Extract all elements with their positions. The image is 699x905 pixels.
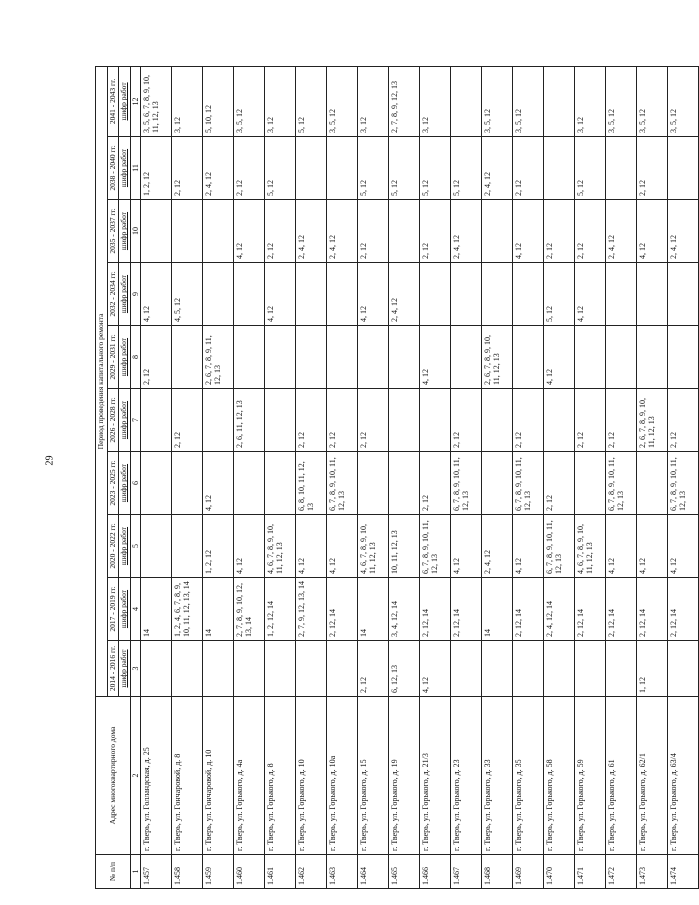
work-cipher-cell: 4, 12 bbox=[544, 326, 575, 389]
period-header: 2029 - 2031 гг. bbox=[107, 326, 119, 389]
work-cipher-cell: 6, 7, 8, 9, 10, 11, 12, 13 bbox=[606, 452, 637, 515]
row-number: 1.465 bbox=[389, 855, 420, 889]
work-cipher-cell bbox=[327, 326, 358, 389]
work-cipher-cell bbox=[389, 389, 420, 452]
work-cipher-cell: 2, 12 bbox=[172, 389, 203, 452]
work-cipher-cell: 2, 12 bbox=[234, 137, 265, 200]
work-cipher-cell: 2, 12 bbox=[358, 641, 389, 697]
work-cipher-cell: 6, 7, 8, 9, 10, 11, 12, 13 bbox=[513, 452, 544, 515]
work-cipher-cell bbox=[451, 66, 482, 136]
work-cipher-cell bbox=[544, 137, 575, 200]
work-cipher-cell bbox=[296, 326, 327, 389]
work-cipher-cell: 6, 7, 8, 9, 10, 11, 12, 13 bbox=[420, 515, 451, 578]
table-row bbox=[203, 66, 234, 888]
work-cipher-cell: 4, 12 bbox=[606, 515, 637, 578]
work-cipher-cell bbox=[389, 326, 420, 389]
work-cipher-cell bbox=[296, 137, 327, 200]
column-index: 1 bbox=[130, 855, 140, 889]
work-cipher-cell bbox=[482, 200, 513, 263]
work-cipher-cell bbox=[575, 641, 606, 697]
work-cipher-cell bbox=[606, 263, 637, 326]
work-cipher-cell: 6, 7, 8, 9, 10, 11, 12, 13 bbox=[327, 452, 358, 515]
work-cipher-cell: 2, 12 bbox=[172, 137, 203, 200]
table-row bbox=[358, 66, 389, 888]
work-cipher-cell: 2, 12 bbox=[358, 389, 389, 452]
work-cipher-cell: 4, 12 bbox=[327, 515, 358, 578]
work-cipher-cell: 14 bbox=[203, 578, 234, 641]
table-row bbox=[482, 66, 513, 888]
work-cipher-cell: 2, 12 bbox=[637, 137, 668, 200]
row-address: г. Тверь, ул. Горького, д. 33 bbox=[482, 697, 513, 855]
row-number: 1.462 bbox=[296, 855, 327, 889]
work-cipher-cell bbox=[637, 263, 668, 326]
work-cipher-cell bbox=[482, 263, 513, 326]
work-cipher-cell: 2, 12 bbox=[513, 389, 544, 452]
work-cipher-cell bbox=[327, 263, 358, 326]
period-header: 2017 - 2019 гг. bbox=[107, 578, 119, 641]
work-cipher-cell: 6, 8, 10, 11, 12, 13 bbox=[296, 452, 327, 515]
work-cipher-cell bbox=[513, 263, 544, 326]
work-cipher-cell: 4, 12 bbox=[420, 641, 451, 697]
work-cipher-cell bbox=[265, 326, 296, 389]
row-address: г. Тверь, ул. Горького, д. 19 bbox=[389, 697, 420, 855]
work-cipher-cell bbox=[389, 200, 420, 263]
work-cipher-cell bbox=[203, 641, 234, 697]
work-cipher-cell: 6, 7, 8, 9, 10, 11, 12, 13 bbox=[451, 452, 482, 515]
row-address: г. Тверь, ул. Горького, д. 61 bbox=[606, 697, 637, 855]
work-cipher-cell: 2, 12, 14 bbox=[513, 578, 544, 641]
work-cipher-cell: 2, 4, 12 bbox=[296, 200, 327, 263]
work-cipher-cell: 2, 12, 14 bbox=[327, 578, 358, 641]
work-cipher-cell: 2, 12, 14 bbox=[637, 578, 668, 641]
column-index: 8 bbox=[130, 326, 140, 389]
row-address: г. Тверь, ул. Голландская, д. 25 bbox=[141, 697, 172, 855]
row-number: 1.473 bbox=[637, 855, 668, 889]
work-cipher-cell bbox=[141, 515, 172, 578]
work-cipher-cell: 1, 2, 12, 14 bbox=[265, 578, 296, 641]
period-header: 2032 - 2034 гг. bbox=[107, 263, 119, 326]
cipher-header: шифр работ bbox=[119, 515, 131, 578]
work-cipher-cell: 2, 12, 14 bbox=[575, 578, 606, 641]
row-address: г. Тверь, ул. Горького, д. 63/4 bbox=[668, 697, 699, 855]
work-cipher-cell: 3, 5, 6, 7, 8, 9, 10, 11, 12, 13 bbox=[141, 66, 172, 136]
row-address: г. Тверь, ул. Горького, д. 23 bbox=[451, 697, 482, 855]
work-cipher-cell bbox=[389, 452, 420, 515]
work-cipher-cell: 3, 4, 12, 14 bbox=[389, 578, 420, 641]
row-number: 1.471 bbox=[575, 855, 606, 889]
row-number: 1.468 bbox=[482, 855, 513, 889]
column-index: 10 bbox=[130, 200, 140, 263]
table-row bbox=[606, 66, 637, 888]
table-row bbox=[513, 66, 544, 888]
work-cipher-cell bbox=[172, 200, 203, 263]
work-cipher-cell bbox=[606, 137, 637, 200]
work-cipher-cell: 4, 12 bbox=[451, 515, 482, 578]
repair-schedule-table-wrapper bbox=[95, 67, 688, 889]
table-row bbox=[327, 66, 358, 888]
work-cipher-cell: 5, 12 bbox=[575, 137, 606, 200]
cipher-header: шифр работ bbox=[119, 66, 131, 136]
period-header: 2041 - 2043 гг. bbox=[107, 66, 119, 136]
row-number: 1.457 bbox=[141, 855, 172, 889]
work-cipher-cell: 4, 6, 7, 8, 9, 10, 11, 12, 13 bbox=[265, 515, 296, 578]
row-address: г. Тверь, ул. Горького, д. 10а bbox=[327, 697, 358, 855]
column-index: 12 bbox=[130, 66, 140, 136]
cipher-header: шифр работ bbox=[119, 641, 131, 697]
table-row bbox=[451, 66, 482, 888]
work-cipher-cell bbox=[234, 263, 265, 326]
work-cipher-cell: 3, 5, 12 bbox=[668, 66, 699, 136]
row-address: г. Тверь, ул. Горького, д. 10 bbox=[296, 697, 327, 855]
work-cipher-cell: 2, 4, 12 bbox=[482, 515, 513, 578]
work-cipher-cell bbox=[451, 326, 482, 389]
work-cipher-cell: 14 bbox=[482, 578, 513, 641]
work-cipher-cell bbox=[265, 389, 296, 452]
work-cipher-cell bbox=[265, 452, 296, 515]
work-cipher-cell: 3, 5, 12 bbox=[482, 66, 513, 136]
work-cipher-cell: 1, 2, 12 bbox=[141, 137, 172, 200]
work-cipher-cell: 2, 4, 12 bbox=[203, 137, 234, 200]
work-cipher-cell bbox=[668, 263, 699, 326]
work-cipher-cell: 4, 12 bbox=[234, 515, 265, 578]
work-cipher-cell bbox=[234, 641, 265, 697]
work-cipher-cell bbox=[141, 389, 172, 452]
work-cipher-cell: 2, 6, 7, 8, 9, 11, 12, 13 bbox=[203, 326, 234, 389]
period-header: 2038 - 2040 гг. bbox=[107, 137, 119, 200]
period-header: 2035 - 2037 гг. bbox=[107, 200, 119, 263]
work-cipher-cell bbox=[358, 452, 389, 515]
period-header: 2026 - 2028 гг. bbox=[107, 389, 119, 452]
row-address: г. Тверь, ул. Гончаровой, д. 10 bbox=[203, 697, 234, 855]
column-index: 11 bbox=[130, 137, 140, 200]
work-cipher-cell bbox=[141, 200, 172, 263]
work-cipher-cell: 5, 12 bbox=[265, 137, 296, 200]
cipher-header: шифр работ bbox=[119, 578, 131, 641]
work-cipher-cell: 2, 4, 12, 14 bbox=[544, 578, 575, 641]
work-cipher-cell bbox=[203, 389, 234, 452]
work-cipher-cell: 4, 6, 7, 8, 9, 10, 11, 12, 13 bbox=[575, 515, 606, 578]
work-cipher-cell bbox=[544, 66, 575, 136]
work-cipher-cell: 2, 6, 11, 12, 13 bbox=[234, 389, 265, 452]
period-header: 2020 - 2022 гг. bbox=[107, 515, 119, 578]
table-row bbox=[172, 66, 203, 888]
work-cipher-cell: 10, 11, 12, 13 bbox=[389, 515, 420, 578]
work-cipher-cell: 6, 7, 8, 9, 10, 11, 12, 13 bbox=[668, 452, 699, 515]
column-index: 4 bbox=[130, 578, 140, 641]
work-cipher-cell bbox=[668, 137, 699, 200]
work-cipher-cell bbox=[296, 641, 327, 697]
table-row bbox=[544, 66, 575, 888]
work-cipher-cell: 2, 12 bbox=[327, 389, 358, 452]
row-number: 1.464 bbox=[358, 855, 389, 889]
work-cipher-cell: 2, 12 bbox=[141, 326, 172, 389]
period-header: 2023 - 2025 гг. bbox=[107, 452, 119, 515]
work-cipher-cell: 5, 12 bbox=[389, 137, 420, 200]
work-cipher-cell: 2, 7, 8, 9, 12, 13 bbox=[389, 66, 420, 136]
work-cipher-cell bbox=[668, 326, 699, 389]
row-address: г. Тверь, ул. Горького, д. 21/3 bbox=[420, 697, 451, 855]
work-cipher-cell: 1, 2, 12 bbox=[203, 515, 234, 578]
work-cipher-cell: 2, 12 bbox=[420, 452, 451, 515]
work-cipher-cell: 2, 12 bbox=[358, 200, 389, 263]
work-cipher-cell bbox=[234, 326, 265, 389]
table-row bbox=[668, 66, 699, 888]
work-cipher-cell bbox=[482, 641, 513, 697]
work-cipher-cell bbox=[203, 263, 234, 326]
row-address: г. Тверь, ул. Горького, д. 15 bbox=[358, 697, 389, 855]
work-cipher-cell bbox=[451, 641, 482, 697]
work-cipher-cell: 4, 12 bbox=[296, 515, 327, 578]
cipher-header: шифр работ bbox=[119, 200, 131, 263]
work-cipher-cell: 3, 5, 12 bbox=[606, 66, 637, 136]
table-row bbox=[296, 66, 327, 888]
work-cipher-cell: 2, 12 bbox=[544, 452, 575, 515]
row-number: 1.474 bbox=[668, 855, 699, 889]
work-cipher-cell bbox=[544, 641, 575, 697]
row-number: 1.469 bbox=[513, 855, 544, 889]
work-cipher-cell: 5, 12 bbox=[451, 137, 482, 200]
work-cipher-cell: 4, 6, 7, 8, 9, 10, 11, 12, 13 bbox=[358, 515, 389, 578]
work-cipher-cell bbox=[482, 452, 513, 515]
repair-schedule-table bbox=[95, 66, 699, 889]
table-row bbox=[420, 66, 451, 888]
cipher-header: шифр работ bbox=[119, 326, 131, 389]
row-number: 1.458 bbox=[172, 855, 203, 889]
work-cipher-cell bbox=[172, 515, 203, 578]
row-address: г. Тверь, ул. Горького, д. 58 bbox=[544, 697, 575, 855]
work-cipher-cell bbox=[575, 452, 606, 515]
work-cipher-cell: 2, 4, 12 bbox=[327, 200, 358, 263]
work-cipher-cell: 4, 12 bbox=[575, 263, 606, 326]
work-cipher-cell bbox=[420, 389, 451, 452]
work-cipher-cell: 2, 12 bbox=[575, 200, 606, 263]
work-cipher-cell: 2, 12, 14 bbox=[420, 578, 451, 641]
row-number: 1.467 bbox=[451, 855, 482, 889]
work-cipher-cell: 1, 12 bbox=[637, 641, 668, 697]
work-cipher-cell: 2, 12 bbox=[265, 200, 296, 263]
column-index: 7 bbox=[130, 389, 140, 452]
work-cipher-cell: 3, 5, 12 bbox=[327, 66, 358, 136]
header-address: Адрес многоквартирного дома bbox=[96, 697, 131, 855]
work-cipher-cell: 1, 2, 4, 6, 7, 8, 9, 10, 11, 12, 13, 14 bbox=[172, 578, 203, 641]
work-cipher-cell: 2, 12 bbox=[513, 137, 544, 200]
table-row bbox=[141, 66, 172, 888]
work-cipher-cell: 2, 12 bbox=[606, 389, 637, 452]
work-cipher-cell bbox=[234, 452, 265, 515]
row-number: 1.461 bbox=[265, 855, 296, 889]
row-address: г. Тверь, ул. Горького, д. 8 bbox=[265, 697, 296, 855]
work-cipher-cell: 2, 12 bbox=[668, 389, 699, 452]
work-cipher-cell bbox=[606, 326, 637, 389]
work-cipher-cell bbox=[575, 326, 606, 389]
column-index-row bbox=[130, 66, 140, 888]
row-address: г. Тверь, ул. Гончаровой, д. 8 bbox=[172, 697, 203, 855]
work-cipher-cell: 2, 4, 12 bbox=[451, 200, 482, 263]
work-cipher-cell bbox=[420, 263, 451, 326]
row-number: 1.459 bbox=[203, 855, 234, 889]
work-cipher-cell: 4, 12 bbox=[141, 263, 172, 326]
row-address: г. Тверь, ул. Горького, д. 62/1 bbox=[637, 697, 668, 855]
work-cipher-cell: 2, 7, 9, 12, 13, 14 bbox=[296, 578, 327, 641]
cipher-header: шифр работ bbox=[119, 137, 131, 200]
work-cipher-cell: 3, 5, 12 bbox=[234, 66, 265, 136]
table-body bbox=[141, 66, 699, 888]
work-cipher-cell: 2, 4, 12 bbox=[606, 200, 637, 263]
work-cipher-cell bbox=[172, 452, 203, 515]
table-row bbox=[637, 66, 668, 888]
period-header: 2014 - 2016 гг. bbox=[107, 641, 119, 697]
work-cipher-cell: 3, 5, 12 bbox=[513, 66, 544, 136]
work-cipher-cell bbox=[141, 641, 172, 697]
work-cipher-cell: 4, 12 bbox=[513, 515, 544, 578]
table-row bbox=[265, 66, 296, 888]
column-index: 6 bbox=[130, 452, 140, 515]
work-cipher-cell bbox=[172, 326, 203, 389]
work-cipher-cell: 14 bbox=[141, 578, 172, 641]
work-cipher-cell: 2, 4, 12 bbox=[668, 200, 699, 263]
work-cipher-cell: 4, 12 bbox=[637, 200, 668, 263]
work-cipher-cell: 2, 12 bbox=[451, 389, 482, 452]
header-period-title: Период проведения капитального ремонта bbox=[96, 66, 108, 696]
work-cipher-cell: 14 bbox=[358, 578, 389, 641]
work-cipher-cell: 4, 12 bbox=[637, 515, 668, 578]
row-address: г. Тверь, ул. Горького, д. 59 bbox=[575, 697, 606, 855]
row-address: г. Тверь, ул. Горького, д. 35 bbox=[513, 697, 544, 855]
work-cipher-cell: 6, 12, 13 bbox=[389, 641, 420, 697]
work-cipher-cell: 2, 4, 12 bbox=[482, 137, 513, 200]
work-cipher-cell: 2, 12 bbox=[296, 389, 327, 452]
work-cipher-cell: 2, 12 bbox=[575, 389, 606, 452]
work-cipher-cell bbox=[265, 641, 296, 697]
work-cipher-cell: 2, 12, 14 bbox=[606, 578, 637, 641]
work-cipher-cell: 2, 7, 8, 9, 10, 12, 13, 14 bbox=[234, 578, 265, 641]
work-cipher-cell: 6, 7, 8, 9, 10, 11, 12, 13 bbox=[544, 515, 575, 578]
work-cipher-cell bbox=[172, 641, 203, 697]
work-cipher-cell: 3, 12 bbox=[358, 66, 389, 136]
work-cipher-cell bbox=[606, 641, 637, 697]
work-cipher-cell: 5, 12 bbox=[544, 263, 575, 326]
work-cipher-cell: 3, 12 bbox=[420, 66, 451, 136]
work-cipher-cell: 2, 12, 14 bbox=[451, 578, 482, 641]
work-cipher-cell: 4, 12 bbox=[668, 515, 699, 578]
header-number: № п/п bbox=[96, 855, 131, 889]
work-cipher-cell: 5, 12 bbox=[420, 137, 451, 200]
row-number: 1.470 bbox=[544, 855, 575, 889]
work-cipher-cell: 3, 5, 12 bbox=[637, 66, 668, 136]
work-cipher-cell: 3, 12 bbox=[265, 66, 296, 136]
work-cipher-cell bbox=[637, 326, 668, 389]
cipher-header: шифр работ bbox=[119, 452, 131, 515]
work-cipher-cell: 4, 12 bbox=[265, 263, 296, 326]
work-cipher-cell: 3, 12 bbox=[575, 66, 606, 136]
work-cipher-cell: 2, 12 bbox=[544, 200, 575, 263]
work-cipher-cell bbox=[637, 452, 668, 515]
work-cipher-cell bbox=[544, 389, 575, 452]
table-row bbox=[234, 66, 265, 888]
work-cipher-cell bbox=[513, 326, 544, 389]
work-cipher-cell bbox=[296, 263, 327, 326]
work-cipher-cell: 5, 10, 12 bbox=[203, 66, 234, 136]
cipher-header: шифр работ bbox=[119, 263, 131, 326]
table-row bbox=[389, 66, 420, 888]
work-cipher-cell: 4, 12 bbox=[203, 452, 234, 515]
work-cipher-cell bbox=[358, 326, 389, 389]
row-address: г. Тверь, ул. Горького, д. 4а bbox=[234, 697, 265, 855]
work-cipher-cell bbox=[668, 641, 699, 697]
column-index: 2 bbox=[130, 697, 140, 855]
table-row bbox=[575, 66, 606, 888]
work-cipher-cell bbox=[327, 641, 358, 697]
work-cipher-cell: 2, 12, 14 bbox=[668, 578, 699, 641]
row-number: 1.463 bbox=[327, 855, 358, 889]
work-cipher-cell: 4, 12 bbox=[358, 263, 389, 326]
page-number: 29 bbox=[44, 455, 56, 466]
work-cipher-cell: 4, 5, 12 bbox=[172, 263, 203, 326]
work-cipher-cell: 2, 4, 12 bbox=[389, 263, 420, 326]
row-number: 1.472 bbox=[606, 855, 637, 889]
work-cipher-cell: 5, 12 bbox=[296, 66, 327, 136]
work-cipher-cell: 4, 12 bbox=[234, 200, 265, 263]
column-index: 9 bbox=[130, 263, 140, 326]
work-cipher-cell: 4, 12 bbox=[513, 200, 544, 263]
work-cipher-cell: 2, 6, 7, 8, 9, 10, 11, 12, 13 bbox=[637, 389, 668, 452]
work-cipher-cell: 4, 12 bbox=[420, 326, 451, 389]
work-cipher-cell bbox=[203, 200, 234, 263]
work-cipher-cell: 5, 12 bbox=[358, 137, 389, 200]
work-cipher-cell bbox=[513, 641, 544, 697]
work-cipher-cell: 2, 6, 7, 8, 9, 10, 11, 12, 13 bbox=[482, 326, 513, 389]
work-cipher-cell: 2, 12 bbox=[420, 200, 451, 263]
row-number: 1.460 bbox=[234, 855, 265, 889]
row-number: 1.466 bbox=[420, 855, 451, 889]
column-index: 3 bbox=[130, 641, 140, 697]
column-index: 5 bbox=[130, 515, 140, 578]
work-cipher-cell bbox=[141, 452, 172, 515]
work-cipher-cell bbox=[327, 137, 358, 200]
work-cipher-cell bbox=[451, 263, 482, 326]
work-cipher-cell bbox=[482, 389, 513, 452]
work-cipher-cell: 3, 12 bbox=[172, 66, 203, 136]
cipher-header: шифр работ bbox=[119, 389, 131, 452]
